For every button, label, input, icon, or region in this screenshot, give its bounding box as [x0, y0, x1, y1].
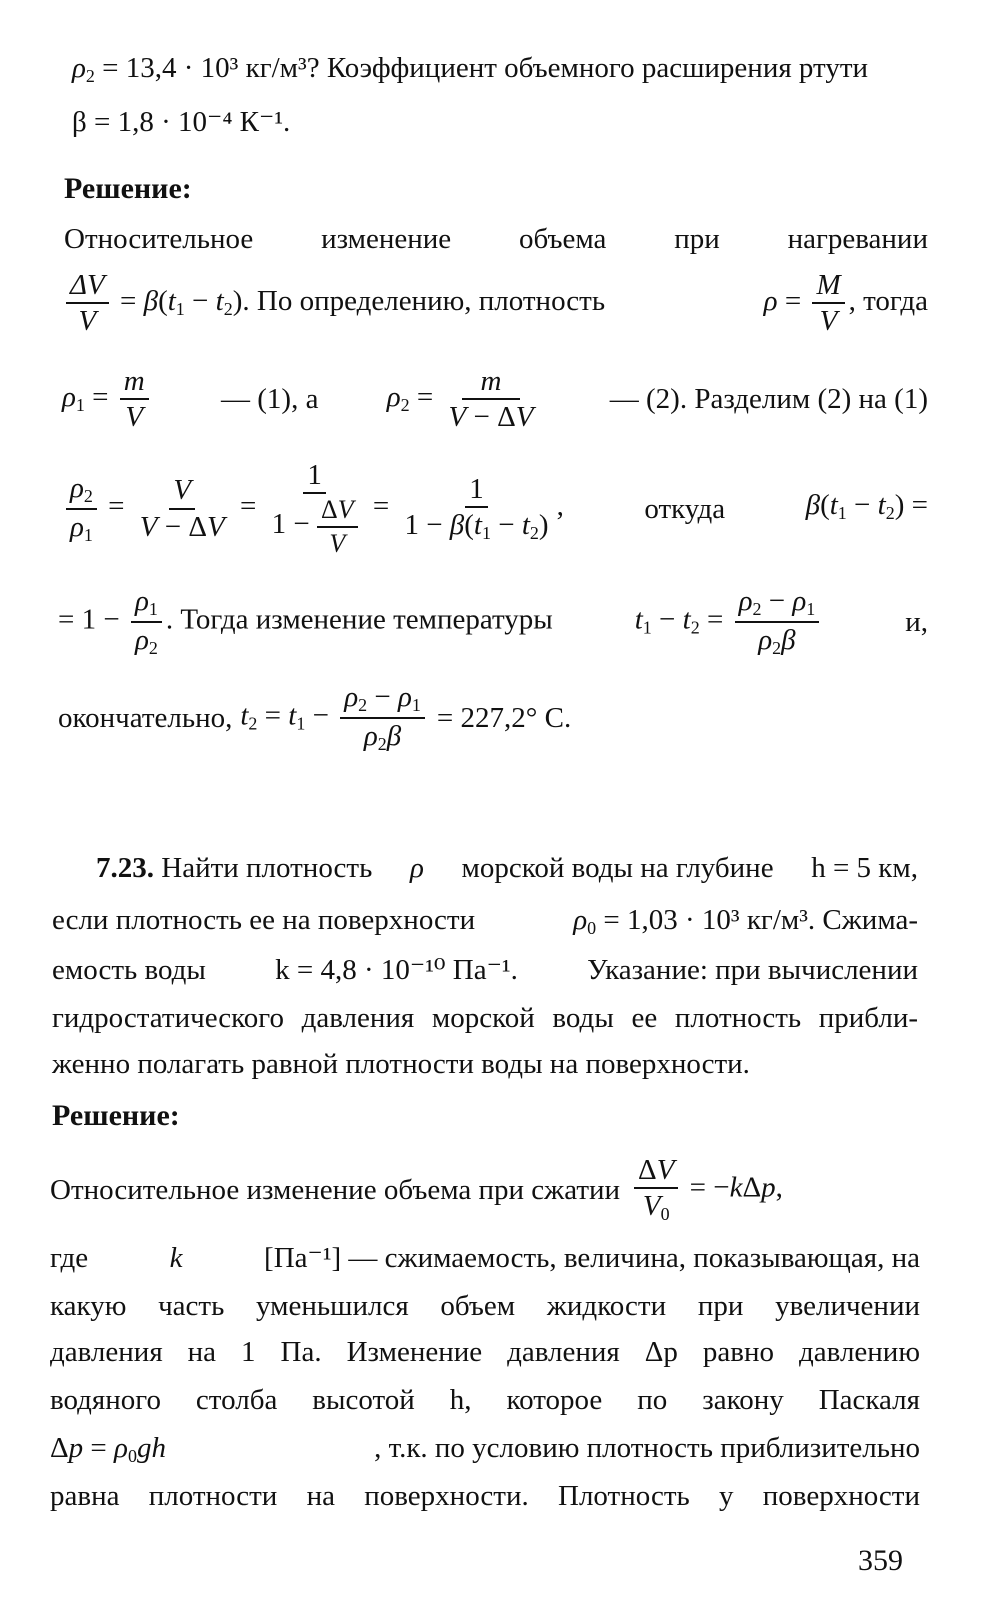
sol1-line-4: $\frac{\rho_2}{\rho_1}$ = $\frac{V}{V - \Delta V}$ = 1 1 − $\frac{\Delta V}{V}$ = $\frac{1}{1 - \beta(t_1 - t_2)}$ , откуда $\beta(t_1 - t_2)$ =: [62, 460, 928, 557]
sol2-line-4: давления на 1 Па. Изменение давления Δp равно давлению: [50, 1336, 920, 1368]
sol2-line-6: $\Delta p = \rho_0gh$ , т.к. по условию плотность приблизительно: [50, 1430, 920, 1474]
formula-density: ρ = $\frac{M}{V}$ , тогда: [763, 269, 928, 338]
sol2-line-5: водяного столба высотой h, которое по закону Паскаля: [50, 1384, 920, 1416]
formula-ratio-chain: $\frac{\rho_2}{\rho_1}$ = $\frac{V}{V - \Delta V}$ = 1 1 − $\frac{\Delta V}{V}$ = $\frac{1}{1 - \beta(t_1 - t_2)}$ ,: [62, 460, 564, 557]
problem-line-3: емость воды k = 4,8 · 10⁻¹⁰ Па⁻¹. Указание: при вычислении: [52, 954, 918, 986]
sol2-line-7: равна плотности на поверхности. Плотность у поверхности: [50, 1480, 920, 1512]
sol1-line-1: Относительное изменение объема при нагревании: [64, 223, 928, 255]
problem-line-2: если плотность ее на поверхности $\rho_0 = 1,03 \cdot 10^3$ кг/м³. Сжима-: [52, 904, 918, 938]
solution-heading-2: Решение:: [52, 1099, 180, 1132]
problem-number: 7.23.: [96, 852, 154, 884]
sol1-line-3: $\rho_1$ = $\frac{m}{V}$ — (1), а $\rho_2$ = $\frac{m}{V - \Delta V}$ — (2). Разделим (2) на (1): [62, 365, 928, 434]
prev-problem-line-1: $\rho_2 = 13,4 \cdot 10^3$ кг/м³? Коэффициент объемного расширения ртути: [72, 52, 869, 86]
problem-line-1: 7.23. Найти плотность ρ морской воды на глубине h = 5 км,: [96, 852, 918, 884]
sol1-line-2: [62, 270, 928, 337]
formula-dt: $t_1 - t_2$ = $\frac{\rho_2 - \rho_1}{\rho_2\beta}$: [635, 586, 824, 658]
formula-one-minus-ratio: = 1 − $\frac{\rho_1}{\rho_2}$ . Тогда изменение температуры: [58, 585, 553, 658]
formula-dv-over-v: $\frac{\Delta V}{V}$ = $\beta(t_1 - t_2)$. По определению, плотность: [62, 270, 605, 337]
prev-problem-text: = 13,4 · 10³ кг/м³? Коэффициент объемного расширения ртути: [102, 52, 869, 84]
problem-line-4: гидростатического давления морской воды ее плотность прибли-: [52, 1002, 918, 1034]
solution-heading-1: Решение:: [64, 172, 192, 205]
formula-rho1: $\rho_1$ = $\frac{m}{V}$: [62, 366, 153, 433]
prev-problem-line-2: β = 1,8 · 10⁻⁴ К⁻¹.: [72, 106, 291, 138]
sol2-line-1: Относительное изменение объема при сжатии $\frac{\Delta V}{V_0}$ = −kΔp,: [50, 1154, 783, 1225]
formula-pressure: $\Delta p = \rho_0gh$: [50, 1432, 166, 1466]
page-number: 359: [858, 1544, 903, 1577]
formula-beta-dt: $\beta(t_1 - t_2)$ =: [805, 488, 928, 523]
formula-t2: $t_2 = t_1$ − $\frac{\rho_2 - \rho_1}{\rho_2\beta}$: [240, 682, 429, 754]
sol2-line-2: где k [Па⁻¹] — сжимаемость, величина, показывающая, на: [50, 1242, 920, 1274]
formula-compression: $\frac{\Delta V}{V_0}$ = −kΔp,: [630, 1155, 783, 1224]
sol1-line-5: = 1 − $\frac{\rho_1}{\rho_2}$ . Тогда изменение температуры $t_1 - t_2$ = $\frac{\rho_2 - \rho_1}{\rho_2\beta}$ и,: [58, 585, 928, 658]
formula-rho2: $\rho_2$ = $\frac{m}{V - \Delta V}$: [386, 365, 534, 434]
problem-line-5: женно полагать равной плотности воды на поверхности.: [52, 1048, 750, 1080]
sol1-line-6: окончательно, $t_2 = t_1$ − $\frac{\rho_2 - \rho_1}{\rho_2\beta}$ = 227,2° С.: [58, 681, 572, 754]
sol2-line-3: какую часть уменьшился объем жидкости при увеличении: [50, 1290, 920, 1322]
